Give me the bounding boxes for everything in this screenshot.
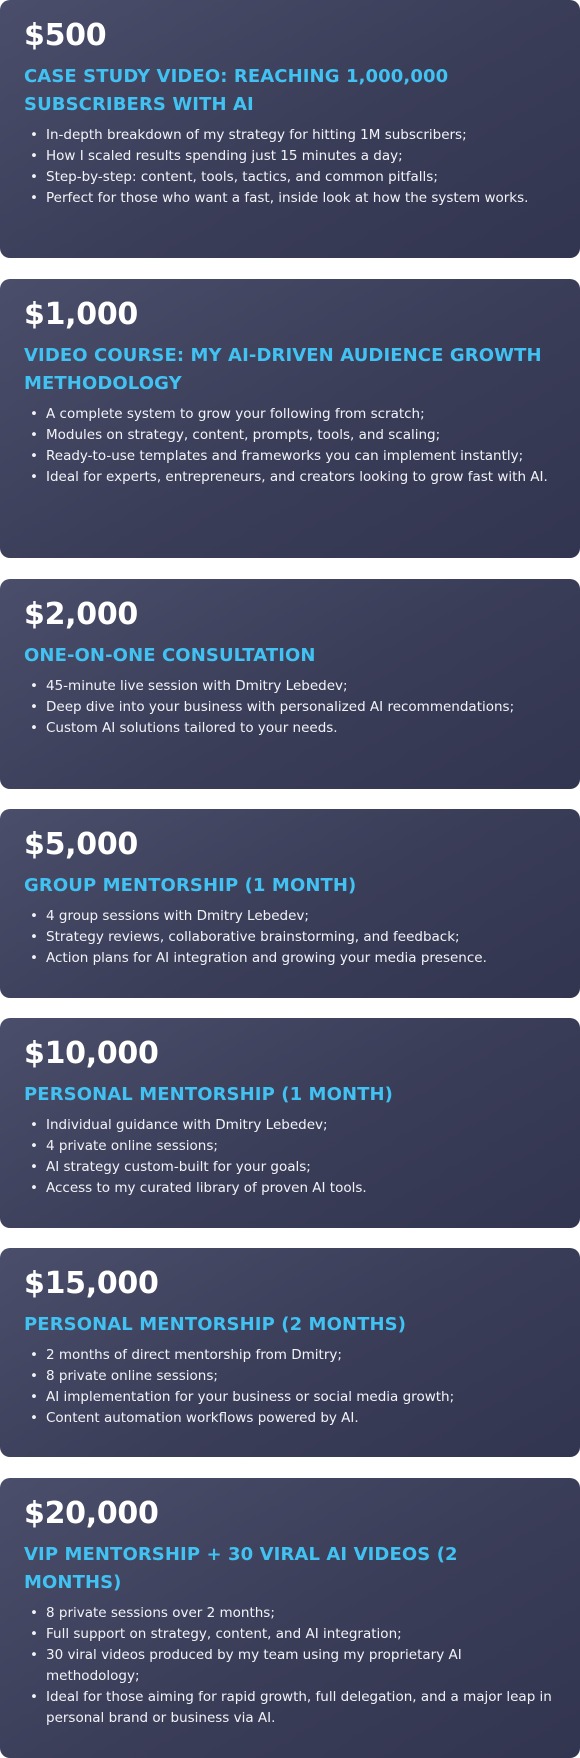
- offer-card-20000: [0, 1478, 580, 1758]
- offer-bullets: [24, 404, 556, 488]
- list-item: • 4 private online sessions;: [24, 1136, 556, 1157]
- list-item: • 30 viral videos produced by my team using my proprietary AI methodology;: [24, 1645, 556, 1687]
- offer-price: $15,000: [24, 1266, 159, 1301]
- offer-price: $20,000: [24, 1496, 159, 1531]
- offer-bullets: [24, 676, 556, 739]
- offer-card-2000: [0, 579, 580, 789]
- offer-bullets: [24, 1603, 556, 1729]
- list-item: • Custom AI solutions tailored to your needs.: [24, 718, 556, 739]
- list-item: • AI strategy custom-built for your goals;: [24, 1157, 556, 1178]
- list-item: • 8 private online sessions;: [24, 1366, 556, 1387]
- offer-card-15000: [0, 1248, 580, 1457]
- offer-price: $500: [24, 18, 107, 53]
- list-item: • Ideal for those aiming for rapid growth, full delegation, and a major leap in personal brand or business via AI.: [24, 1687, 556, 1729]
- list-item: • 45-minute live session with Dmitry Lebedev;: [24, 676, 556, 697]
- offer-title: PERSONAL MENTORSHIP (1 MONTH): [24, 1084, 394, 1105]
- offer-price: $2,000: [24, 597, 138, 632]
- list-item: • 2 months of direct mentorship from Dmitry;: [24, 1345, 556, 1366]
- list-item: • Content automation workflows powered by AI.: [24, 1408, 556, 1429]
- offer-bullets: [24, 906, 556, 969]
- offer-title: VIDEO COURSE: MY AI-DRIVEN AUDIENCE GROWTH METHODOLOGY: [24, 345, 542, 394]
- offer-bullets: [24, 1115, 556, 1199]
- list-item: • Full support on strategy, content, and AI integration;: [24, 1624, 556, 1645]
- list-item: • How I scaled results spending just 15 minutes a day;: [24, 146, 556, 167]
- list-item: • Individual guidance with Dmitry Lebedev;: [24, 1115, 556, 1136]
- list-item: • Action plans for AI integration and growing your media presence.: [24, 948, 556, 969]
- offer-card-500: [0, 0, 580, 258]
- list-item: • Step-by-step: content, tools, tactics, and common pitfalls;: [24, 167, 556, 188]
- offer-card-5000: [0, 809, 580, 998]
- offer-price: $5,000: [24, 827, 138, 862]
- list-item: • Perfect for those who want a fast, inside look at how the system works.: [24, 188, 556, 209]
- list-item: • AI implementation for your business or social media growth;: [24, 1387, 556, 1408]
- list-item: • In-depth breakdown of my strategy for hitting 1M subscribers;: [24, 125, 556, 146]
- offer-price: $1,000: [24, 297, 138, 332]
- offer-bullets: [24, 1345, 556, 1429]
- list-item: • 8 private sessions over 2 months;: [24, 1603, 556, 1624]
- offer-title: CASE STUDY VIDEO: REACHING 1,000,000 SUBSCRIBERS WITH AI: [24, 66, 449, 115]
- offer-card-1000: [0, 279, 580, 558]
- offer-bullets: [24, 125, 556, 209]
- offer-card-10000: [0, 1018, 580, 1228]
- offer-price: $10,000: [24, 1036, 159, 1071]
- offer-title: VIP MENTORSHIP + 30 VIRAL AI VIDEOS (2 MONTHS): [24, 1544, 458, 1593]
- list-item: • A complete system to grow your following from scratch;: [24, 404, 556, 425]
- list-item: • Ready-to-use templates and frameworks you can implement instantly;: [24, 446, 556, 467]
- offer-title: ONE-ON-ONE CONSULTATION: [24, 645, 316, 666]
- list-item: • Strategy reviews, collaborative brainstorming, and feedback;: [24, 927, 556, 948]
- list-item: • 4 group sessions with Dmitry Lebedev;: [24, 906, 556, 927]
- list-item: • Ideal for experts, entrepreneurs, and creators looking to grow fast with AI.: [24, 467, 556, 488]
- offer-title: PERSONAL MENTORSHIP (2 MONTHS): [24, 1314, 407, 1335]
- list-item: • Modules on strategy, content, prompts, tools, and scaling;: [24, 425, 556, 446]
- list-item: • Access to my curated library of proven AI tools.: [24, 1178, 556, 1199]
- offer-title: GROUP MENTORSHIP (1 MONTH): [24, 875, 357, 896]
- list-item: • Deep dive into your business with personalized AI recommendations;: [24, 697, 556, 718]
